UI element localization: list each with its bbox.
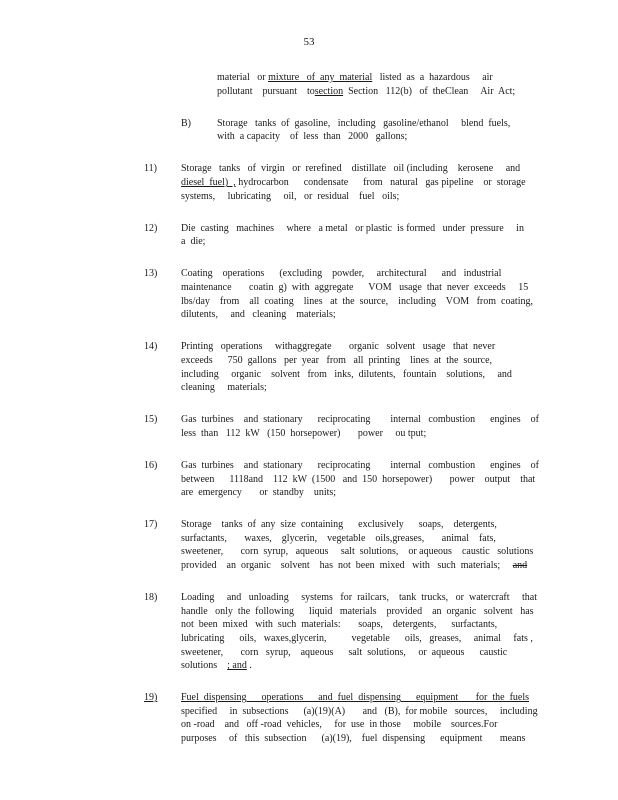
item-b-label: B) xyxy=(181,117,191,129)
item-text-line: solutions ; and . xyxy=(181,660,252,672)
item-text-line: Storage tanks of any size containing exclusively soaps, detergents, xyxy=(181,519,497,531)
item-text-line: specified in subsections (a)(19)(A) and (B), for mobile sources, including xyxy=(181,705,538,717)
item-text-line: lubricating oils, waxes,glycerin, vegetable oils, greases, animal fats , xyxy=(181,632,533,644)
item-number-label: 14) xyxy=(144,341,158,353)
item-text-line: handle only the following liquid materials provided an organic solvent has xyxy=(181,605,534,617)
item-text-line: Die casting machines where a metal or plastic is formed under pressure in xyxy=(181,222,524,234)
item-number-label: 19) xyxy=(144,692,158,704)
item-text-line: a die; xyxy=(181,236,206,248)
item-number-label: 17) xyxy=(144,519,158,531)
item-text-line: Gas turbines and stationary reciprocating internal combustion engines of xyxy=(181,414,539,426)
item-text-line: systems, lubricating oil, or residual fuel oils; xyxy=(181,190,400,202)
item-b-line: with a capacity of less than 2000 gallons; xyxy=(217,131,408,143)
item-text-line: between 1118and 112 kW (1500 and 150 horsepower) power output that xyxy=(181,473,536,485)
item-number-label: 16) xyxy=(144,459,158,471)
item-text-line: Fuel dispensing operations and fuel dispensing equipment for the fuels xyxy=(181,692,530,704)
item-text-line: are emergency or standby units; xyxy=(181,487,337,499)
item-text-line: on -road and off -road vehicles, for use in those mobile sources.For xyxy=(181,719,498,731)
item-text-line: Printing operations withaggregate organic solvent usage that never xyxy=(181,341,496,353)
item-text-line: Loading and unloading systems for railcars, tank trucks, or watercraft that xyxy=(181,592,538,604)
item-text-line: exceeds 750 gallons per year from all printing lines at the source, xyxy=(181,354,493,366)
item-text-line: surfactants, waxes, glycerin, vegetable oils,greases, animal fats, xyxy=(181,532,496,544)
item-text-line: Gas turbines and stationary reciprocating internal combustion engines of xyxy=(181,459,539,471)
continuation-line: pollutant pursuant tosection Section 112(b) of theClean Air Act; xyxy=(217,85,516,97)
item-text-line: Coating operations (excluding powder, architectural and industrial xyxy=(181,268,502,280)
item-text-line: sweetener, corn syrup, aqueous salt solutions, or aqueous caustic solutions xyxy=(181,546,534,558)
page-number: 53 xyxy=(303,36,315,48)
item-text-line: dilutents, and cleaning materials; xyxy=(181,309,336,321)
item-text-line: cleaning materials; xyxy=(181,382,267,394)
item-text-line: sweetener, corn syrup, aqueous salt solutions, or aqueous caustic xyxy=(181,646,508,658)
item-text-line: provided an organic solvent has not been mixed with such materials; and xyxy=(181,560,528,571)
item-text-line: less than 112 kW (150 horsepower) power ou tput; xyxy=(181,427,427,439)
item-text-line: lbs/day from all coating lines at the source, including VOM from coating, xyxy=(181,295,533,307)
item-b-line: Storage tanks of gasoline, including gasoline/ethanol blend fuels, xyxy=(217,117,511,129)
item-text-line: including organic solvent from inks, dilutents, fountain solutions, and xyxy=(181,368,512,380)
item-number-label: 15) xyxy=(144,414,158,426)
item-number-label: 18) xyxy=(144,592,158,604)
item-number-label: 11) xyxy=(144,163,157,175)
item-text-line: Storage tanks of virgin or rerefined distillate oil (including kerosene and xyxy=(181,163,521,175)
continuation-line: material or mixture of any material listed as a hazardous air xyxy=(217,72,493,83)
item-text-line: diesel fuel) , hydrocarbon condensate from natural gas pipeline or storage xyxy=(181,177,526,188)
item-text-line: not been mixed with such materials: soaps, detergents, surfactants, xyxy=(181,619,498,631)
item-number-label: 13) xyxy=(144,268,158,280)
item-text-line: maintenance coatin g) with aggregate VOM usage that never exceeds 15 xyxy=(181,282,529,293)
item-text-line: purposes of this subsection (a)(19), fuel dispensing equipment means xyxy=(181,733,526,744)
item-number-label: 12) xyxy=(144,222,158,234)
